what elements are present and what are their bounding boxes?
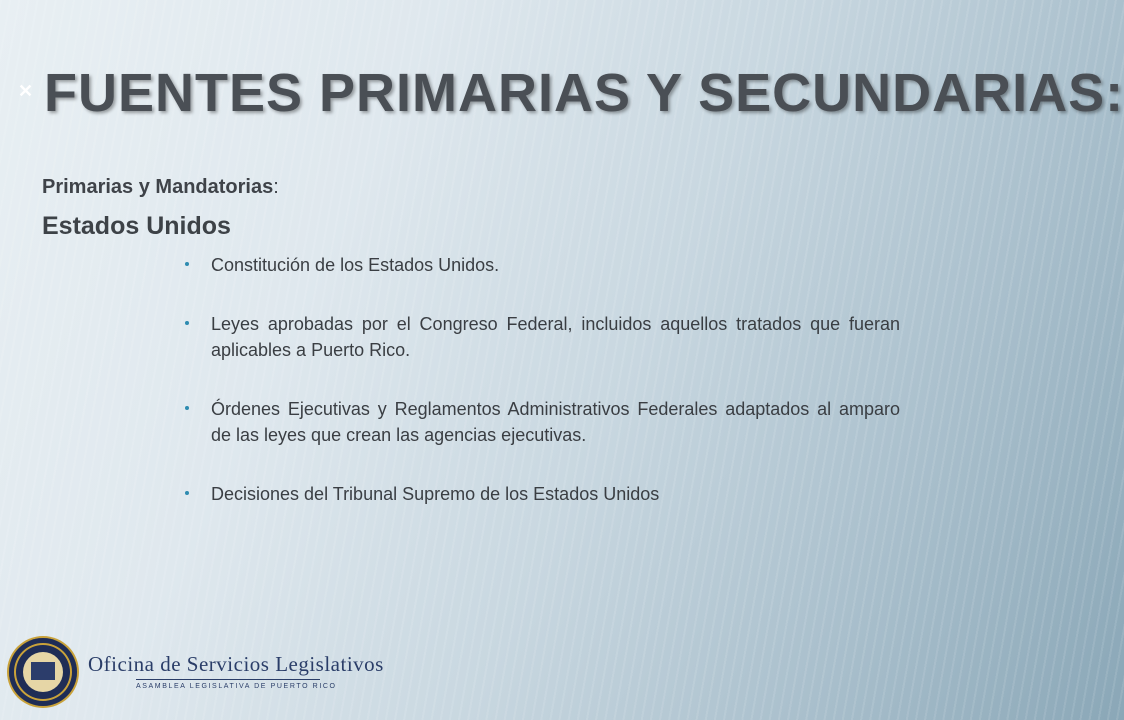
list-item [182, 481, 900, 507]
bullet-dot-icon [185, 262, 189, 266]
bullet-text: Decisiones del Tribunal Supremo de los Estados Unidos [211, 484, 660, 504]
bullet-list [182, 252, 900, 540]
org-divider [136, 679, 320, 680]
section-heading: Estados Unidos [42, 212, 231, 240]
org-subtitle: ASAMBLEA LEGISLATIVA DE PUERTO RICO [136, 683, 337, 690]
list-item [182, 252, 900, 278]
bullet-dot-icon [185, 491, 189, 495]
slide-title: FUENTES PRIMARIAS Y SECUNDARIAS: [44, 63, 1124, 123]
bullet-text: Órdenes Ejecutivas y Reglamentos Administrativos Federales adaptados al amparo de las leyes que crean las agencias ejecutivas. [211, 399, 900, 445]
x-mark-icon: ✕ [18, 81, 34, 101]
list-item [182, 311, 900, 363]
bullet-dot-icon [185, 406, 189, 410]
bullet-text: Leyes aprobadas por el Congreso Federal, incluidos aquellos tratados que fueran aplicables a Puerto Rico. [211, 314, 900, 360]
bullet-dot-icon [185, 321, 189, 325]
subtitle-suffix: : [273, 176, 279, 198]
seal-icon [9, 638, 77, 706]
subtitle [42, 176, 279, 199]
seal-building [31, 662, 55, 680]
subtitle-label: Primarias y Mandatorias [42, 176, 274, 198]
org-name: Oficina de Servicios Legislativos [88, 652, 384, 676]
list-item [182, 396, 900, 448]
bullet-text: Constitución de los Estados Unidos. [211, 255, 500, 275]
